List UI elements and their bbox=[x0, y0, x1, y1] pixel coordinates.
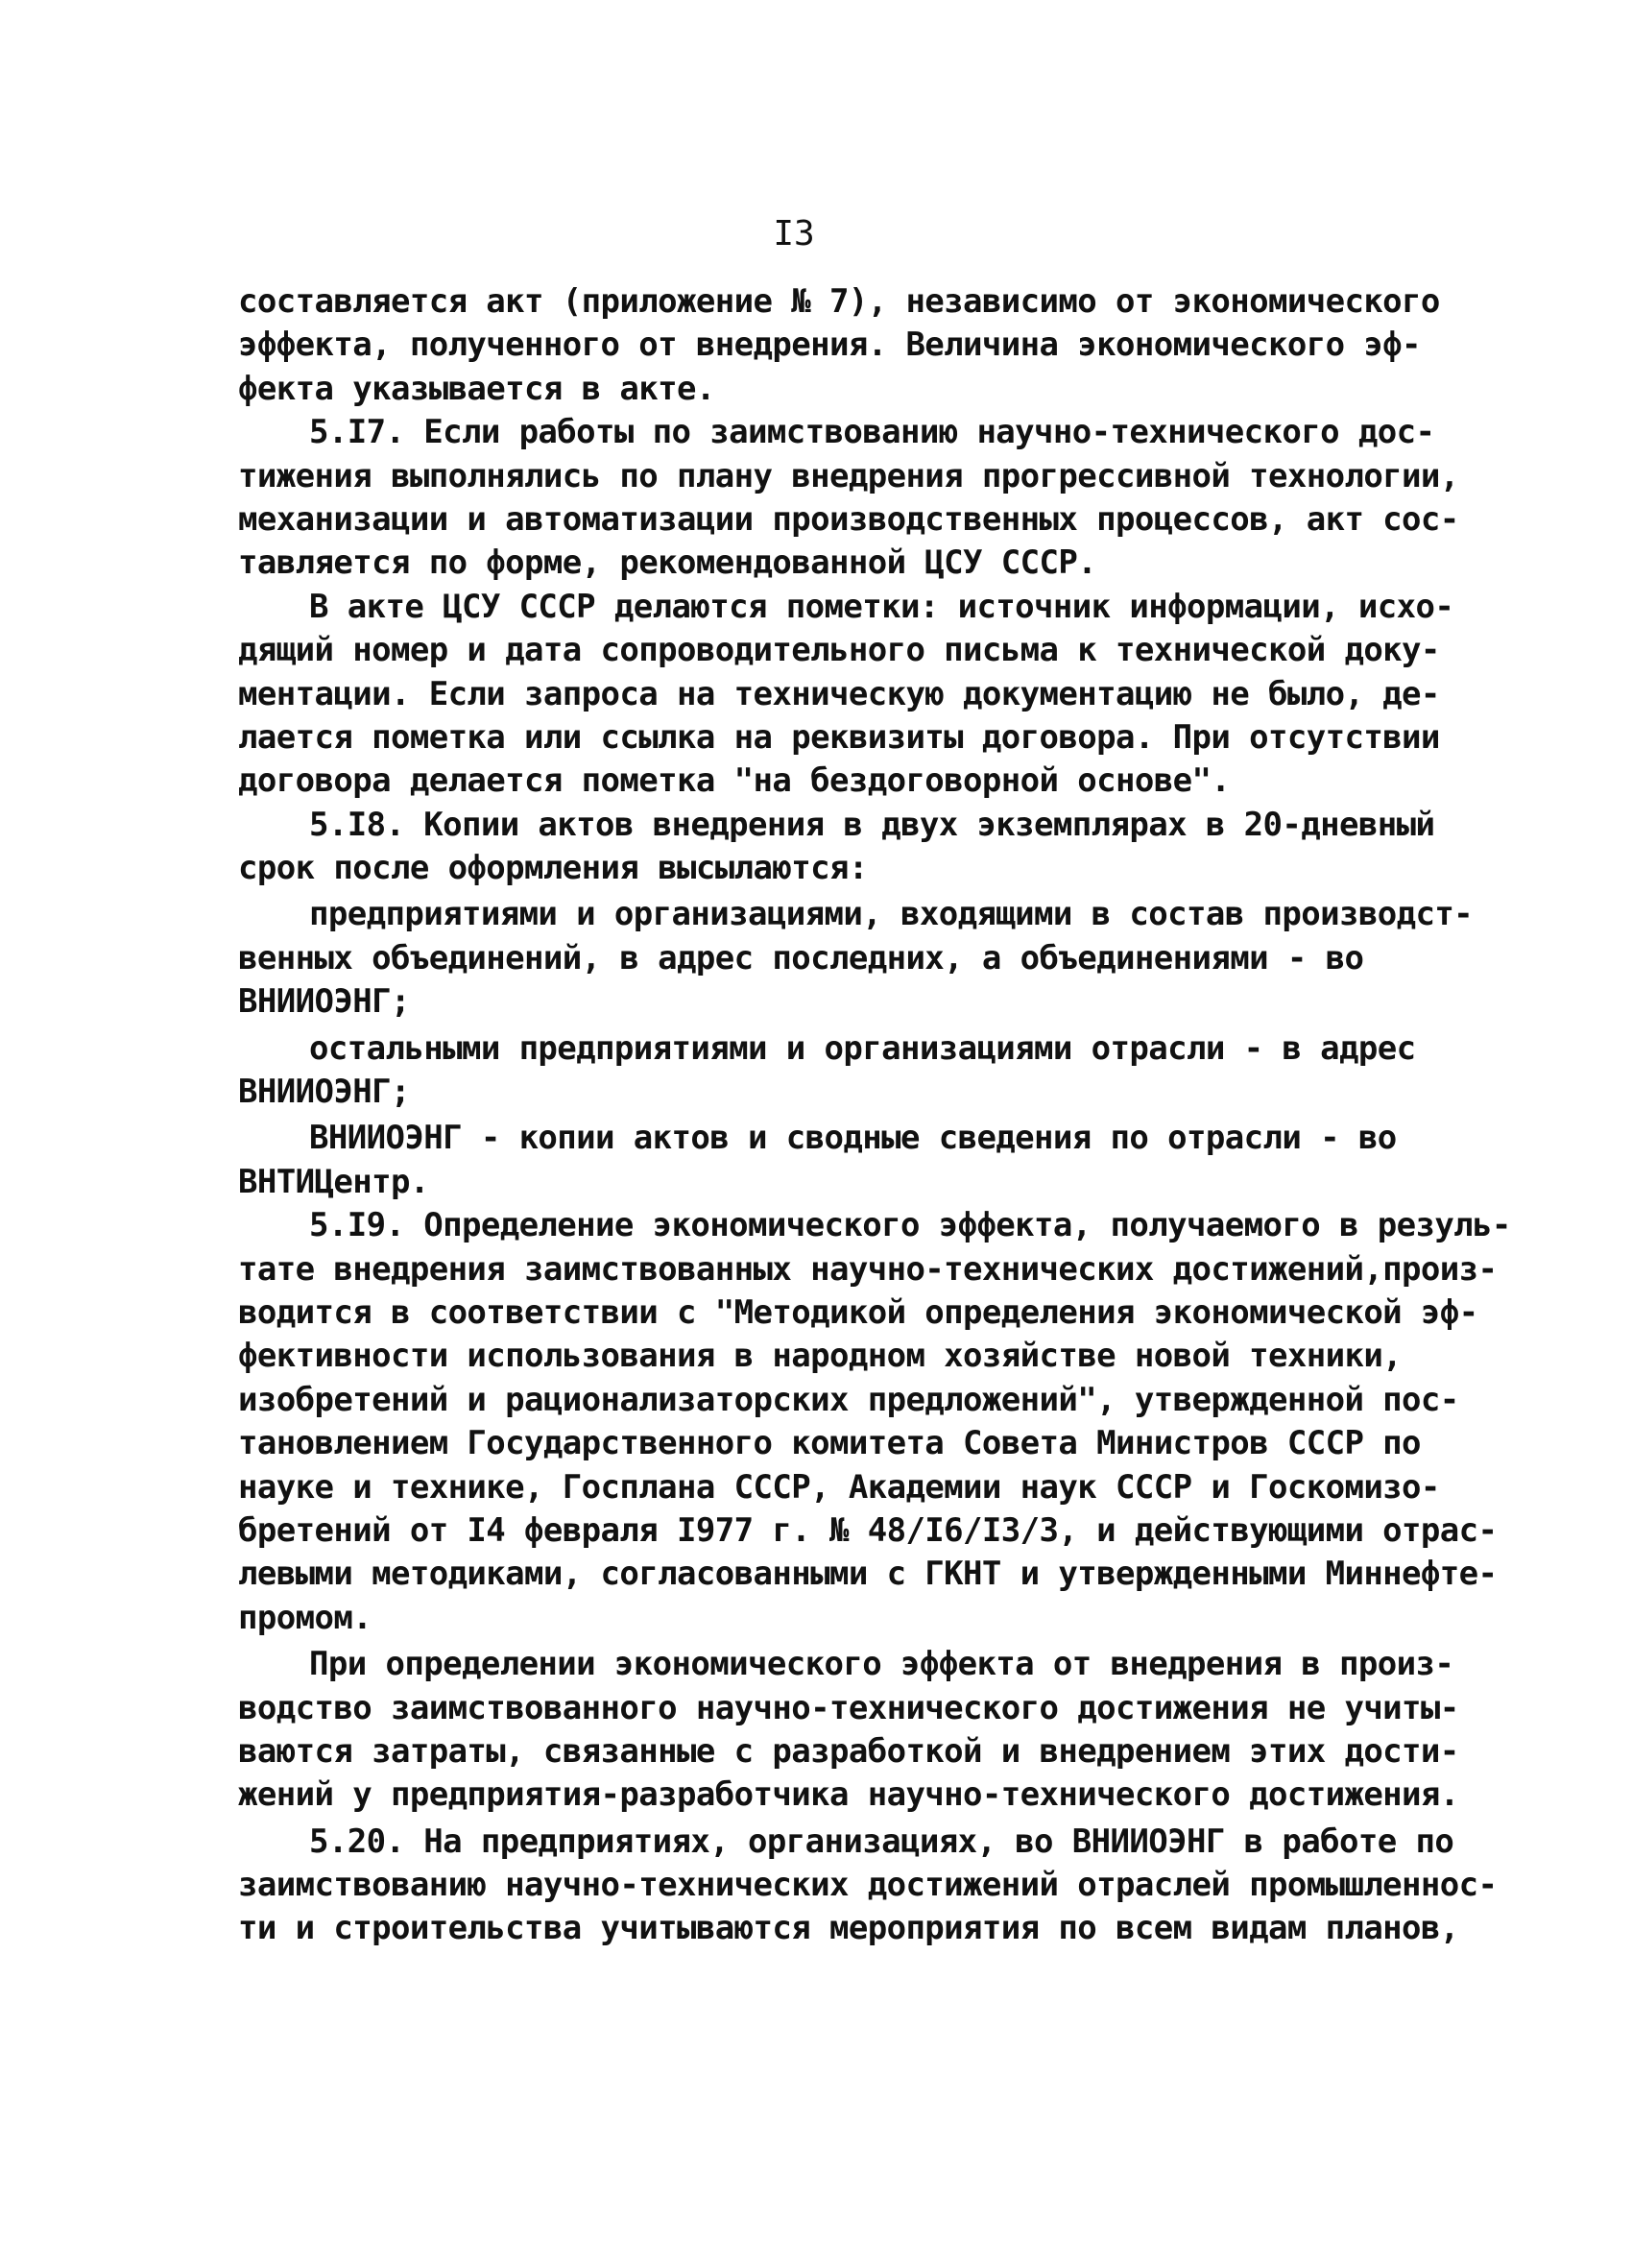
text-line: заимствованию научно-технических достижений отраслей промышленнос- bbox=[238, 1866, 1498, 1905]
text-line: ментации. Если запроса на техническую документацию не было, де- bbox=[238, 674, 1440, 713]
text-line: эффекта, полученного от внедрения. Величина экономического эф- bbox=[238, 326, 1421, 365]
text-line: ВНИИОЭНГ; bbox=[238, 982, 410, 1022]
text-line: механизации и автоматизации производственных процессов, акт сос- bbox=[238, 499, 1459, 539]
paragraph-5-19-start: 5.I9. Определение экономического эффекта, получаемого в резуль- bbox=[309, 1206, 1511, 1245]
list-item-start: остальными предприятиями и организациями отрасли - в адрес bbox=[309, 1028, 1416, 1068]
text-line: ВНИИОЭНГ; bbox=[238, 1073, 410, 1112]
paragraph-5-18-start: 5.I8. Копии актов внедрения в двух экземплярах в 20-дневный bbox=[309, 805, 1435, 844]
text-line: промом. bbox=[238, 1598, 372, 1637]
text-line: венных объединений, в адрес последних, а объединениями - во bbox=[238, 938, 1364, 977]
text-line: срок после оформления высылаются: bbox=[238, 849, 868, 888]
paragraph-5-20-start: 5.20. На предприятиях, организациях, во ВНИИОЭНГ в работе по bbox=[309, 1822, 1454, 1861]
text-line: водится в соответствии с "Методикой определения экономической эф- bbox=[238, 1292, 1478, 1332]
paragraph-5-17-start: 5.I7. Если работы по заимствованию научно-технического дос- bbox=[309, 413, 1435, 452]
text-line: водство заимствованного научно-технического достижения не учиты- bbox=[238, 1688, 1459, 1727]
text-line: дящий номер и дата сопроводительного письма к технической доку- bbox=[238, 631, 1440, 670]
text-line: ВНТИЦентр. bbox=[238, 1162, 429, 1201]
text-line: ти и строительства учитываются мероприятия по всем видам планов, bbox=[238, 1909, 1459, 1948]
text-line: тате внедрения заимствованных научно-технических достижений,произ- bbox=[238, 1249, 1498, 1289]
text-line: составляется акт (приложение № 7), независимо от экономического bbox=[238, 282, 1440, 321]
text-line: фективности использования в народном хозяйстве новой техники, bbox=[238, 1337, 1403, 1376]
list-item-start: предприятиями и организациями, входящими в состав производст- bbox=[309, 895, 1474, 934]
page-number: I3 bbox=[773, 214, 815, 253]
text-line: фекта указывается в акте. bbox=[238, 369, 715, 408]
text-line: тижения выполнялись по плану внедрения прогрессивной технологии, bbox=[238, 456, 1459, 495]
text-line: науке и технике, Госплана СССР, Академии наук СССР и Госкомизо- bbox=[238, 1467, 1440, 1507]
text-line: ваются затраты, связанные с разработкой и внедрением этих дости- bbox=[238, 1731, 1459, 1771]
body-text bbox=[238, 280, 1511, 1951]
text-line: лается пометка или ссылка на реквизиты договора. При отсутствии bbox=[238, 717, 1440, 757]
text-line: тановлением Государственного комитета Совета Министров СССР по bbox=[238, 1424, 1421, 1463]
text-line: тавляется по форме, рекомендованной ЦСУ СССР. bbox=[238, 543, 1097, 583]
text-line: изобретений и рационализаторских предложений", утвержденной пос- bbox=[238, 1380, 1459, 1419]
text-line: договора делается пометка "на бездоговорной основе". bbox=[238, 761, 1231, 801]
list-item-start: ВНИИОЭНГ - копии актов и сводные сведения по отрасли - во bbox=[309, 1119, 1397, 1158]
text-line: жений у предприятия-разработчика научно-технического достижения. bbox=[238, 1775, 1459, 1815]
text-line: бретений от I4 февраля I977 г. № 48/I6/I3/3, и действующими отрас- bbox=[238, 1510, 1498, 1550]
paragraph-start: В акте ЦСУ СССР делаются пометки: источник информации, исхо- bbox=[309, 587, 1454, 626]
paragraph-start: При определении экономического эффекта от внедрения в произ- bbox=[309, 1645, 1454, 1684]
text-line: левыми методиками, согласованными с ГКНТ и утвержденными Миннефте- bbox=[238, 1555, 1498, 1594]
